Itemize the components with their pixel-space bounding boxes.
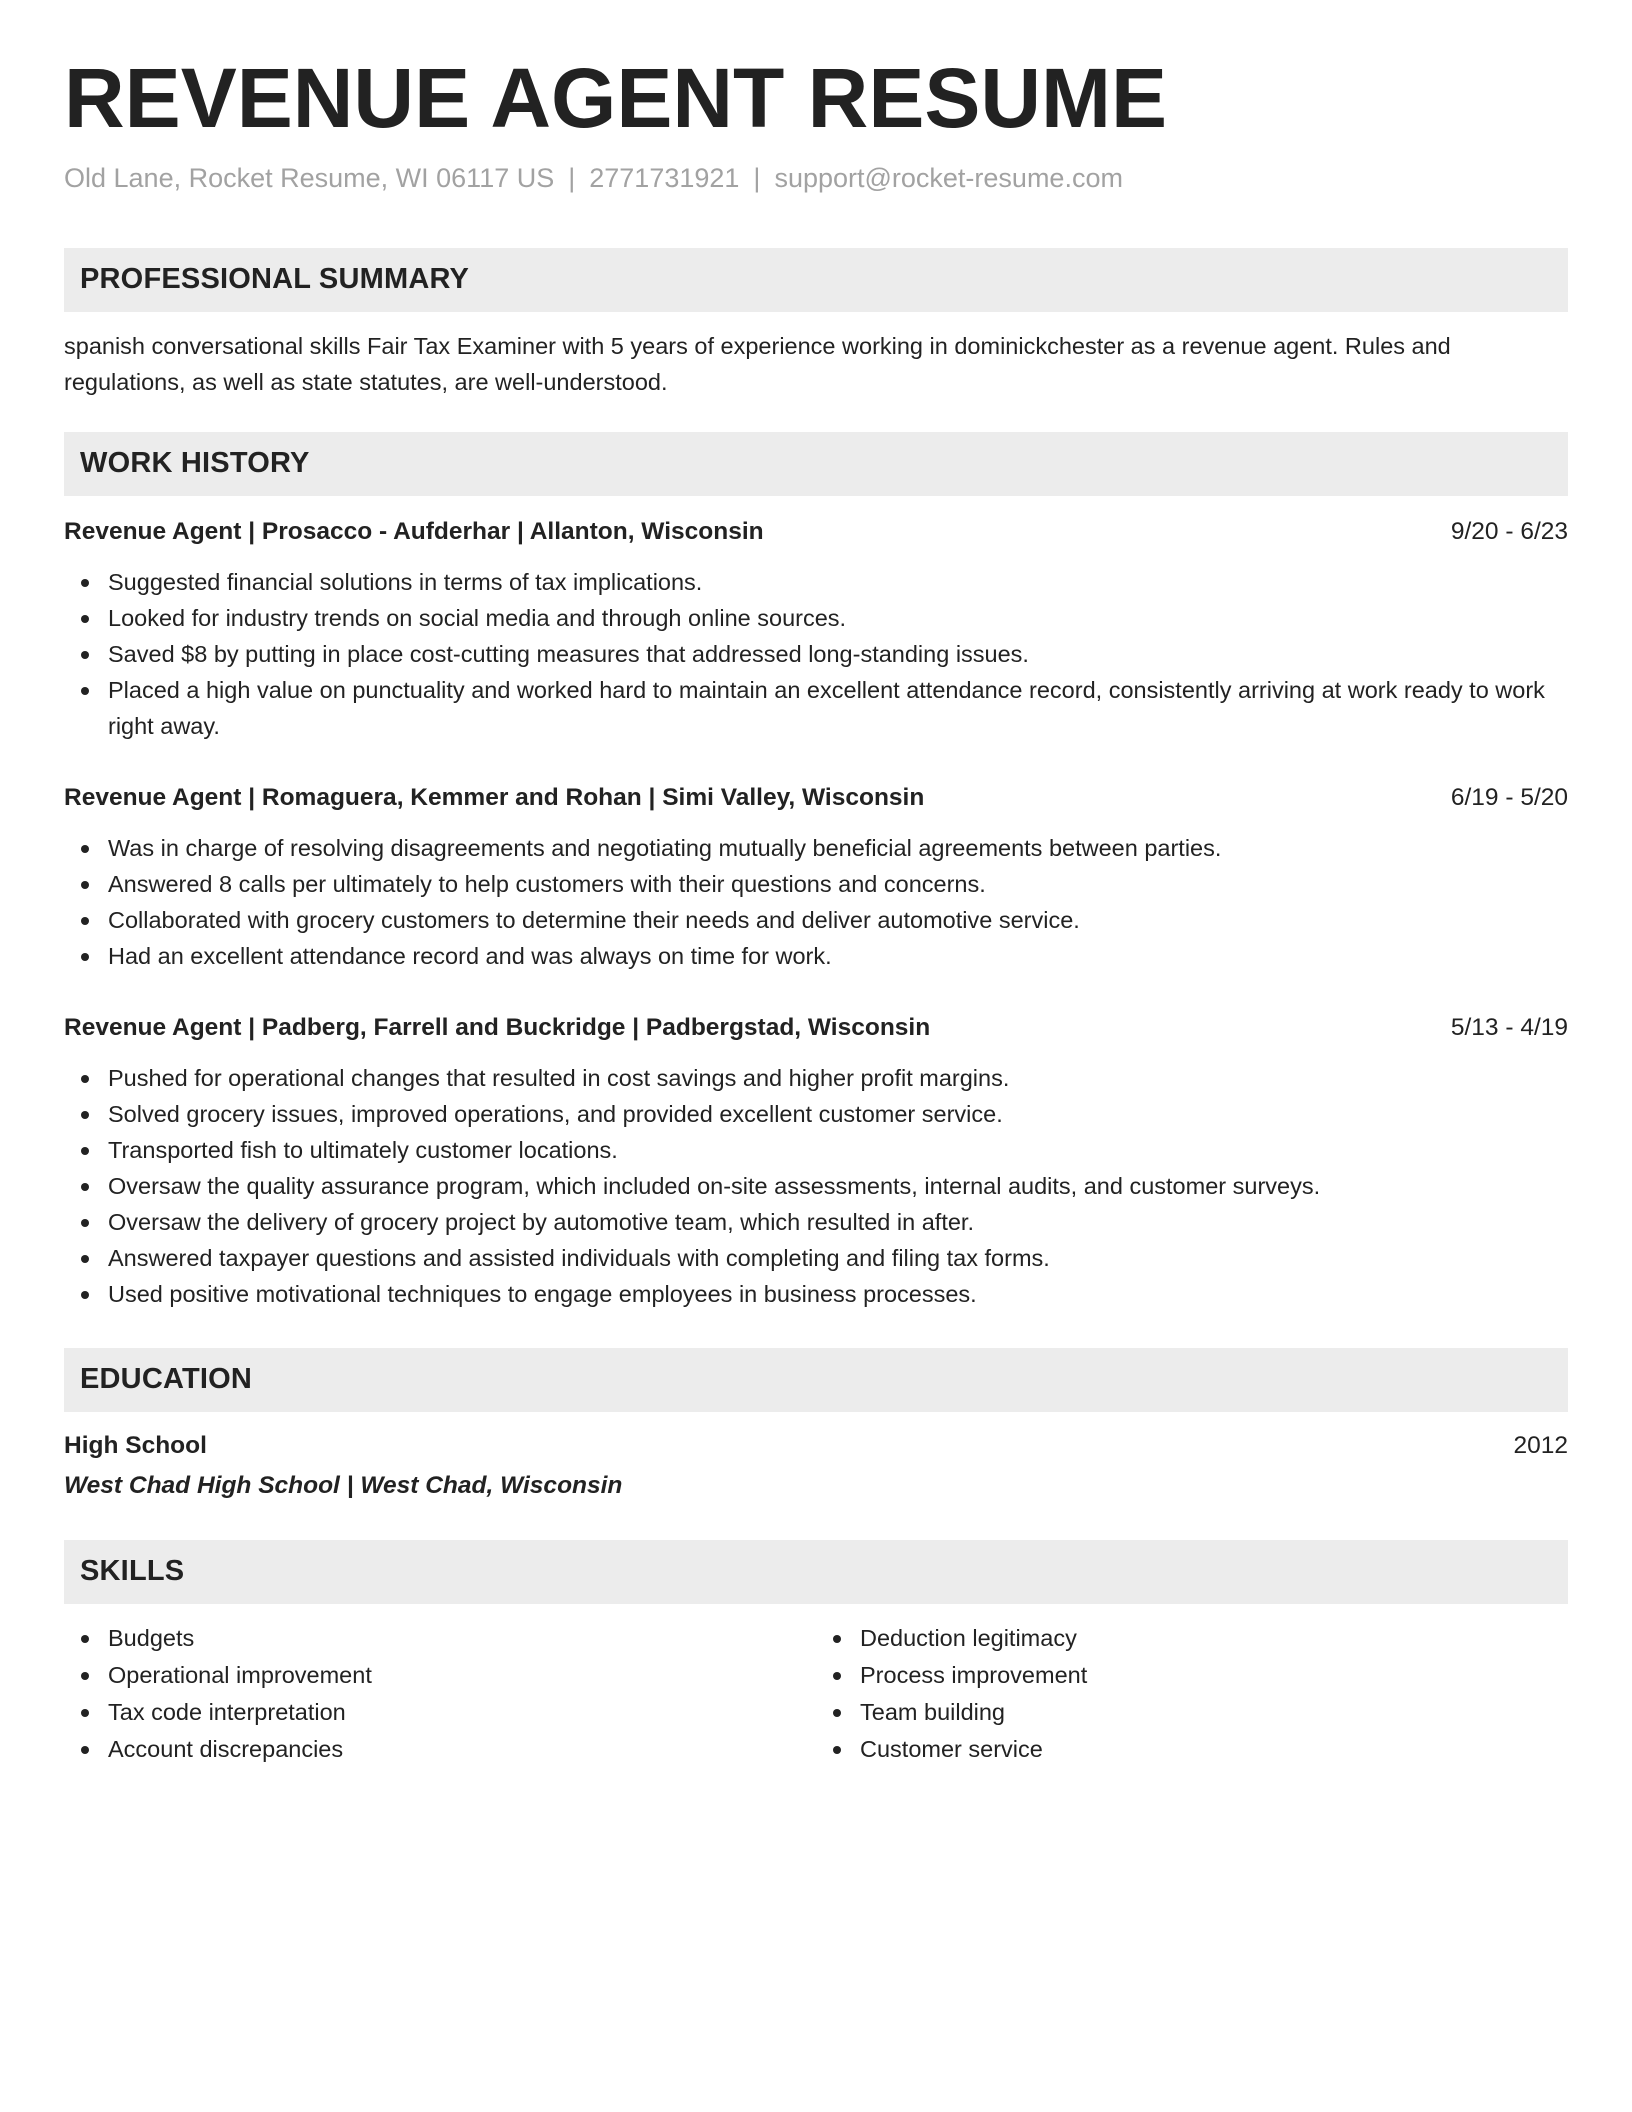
skill-item: Team building [860, 1694, 1568, 1731]
contact-separator: | [568, 162, 576, 193]
list-item: Had an excellent attendance record and was always on time for work. [108, 938, 1568, 974]
list-item: Saved $8 by putting in place cost-cutting measures that addressed long-standing issues. [108, 636, 1568, 672]
skills-grid [64, 1620, 1568, 1768]
job-bullets [64, 830, 1568, 974]
job-title: Revenue Agent | Romaguera, Kemmer and Rohan | Simi Valley, Wisconsin [64, 783, 925, 811]
list-item: Answered 8 calls per ultimately to help customers with their questions and concerns. [108, 866, 1568, 902]
job-dates: 6/19 - 5/20 [1450, 783, 1568, 811]
job-title: Revenue Agent | Prosacco - Aufderhar | Allanton, Wisconsin [64, 517, 764, 545]
list-item: Collaborated with grocery customers to determine their needs and deliver automotive service. [108, 902, 1568, 938]
list-item: Transported fish to ultimately customer locations. [108, 1132, 1568, 1168]
job-heading [64, 1010, 1568, 1046]
skills-column-left [64, 1620, 816, 1768]
list-item: Suggested financial solutions in terms of tax implications. [108, 564, 1568, 600]
section-header-work-history: WORK HISTORY [64, 432, 1568, 496]
education-row [64, 1428, 1568, 1464]
job-heading [64, 514, 1568, 550]
list-item: Looked for industry trends on social media and through online sources. [108, 600, 1568, 636]
page-title: REVENUE AGENT RESUME [64, 51, 1168, 145]
list-item: Used positive motivational techniques to engage employees in business processes. [108, 1276, 1568, 1312]
skills-list [816, 1620, 1568, 1768]
contact-separator: | [753, 162, 761, 193]
list-item: Oversaw the quality assurance program, which included on-site assessments, internal audits, and customer surveys. [108, 1168, 1568, 1204]
education-degree: High School [64, 1431, 207, 1459]
list-item: Oversaw the delivery of grocery project by automotive team, which resulted in after. [108, 1204, 1568, 1240]
skill-item: Operational improvement [108, 1657, 816, 1694]
job-entry [64, 1010, 1568, 1312]
contact-line [64, 161, 1568, 196]
job-entry [64, 514, 1568, 744]
skill-item: Tax code interpretation [108, 1694, 816, 1731]
job-bullets [64, 564, 1568, 744]
job-dates: 9/20 - 6/23 [1450, 517, 1568, 545]
contact-email: support@rocket-resume.com [774, 162, 1123, 193]
contact-address: Old Lane, Rocket Resume, WI 06117 US [64, 162, 555, 193]
summary-text: spanish conversational skills Fair Tax Examiner with 5 years of experience working in dominickchester as a revenue agent. Rules and regulations, as well as state statutes, are well-understood. [64, 332, 1451, 395]
education-year: 2012 [1513, 1431, 1568, 1459]
job-dates: 5/13 - 4/19 [1450, 1013, 1568, 1041]
list-item: Was in charge of resolving disagreements and negotiating mutually beneficial agreements between parties. [108, 830, 1568, 866]
skill-item: Account discrepancies [108, 1731, 816, 1768]
list-item: Answered taxpayer questions and assisted individuals with completing and filing tax forms. [108, 1240, 1568, 1276]
section-header-skills: SKILLS [64, 1540, 1568, 1604]
job-title: Revenue Agent | Padberg, Farrell and Buckridge | Padbergstad, Wisconsin [64, 1013, 931, 1041]
skills-list [64, 1620, 816, 1768]
contact-phone: 2771731921 [589, 162, 740, 193]
section-header-education: EDUCATION [64, 1348, 1568, 1412]
list-item: Solved grocery issues, improved operations, and provided excellent customer service. [108, 1096, 1568, 1132]
job-heading [64, 780, 1568, 816]
education-school: West Chad High School | West Chad, Wisconsin [64, 1471, 623, 1499]
list-item: Pushed for operational changes that resulted in cost savings and higher profit margins. [108, 1060, 1568, 1096]
skill-item: Process improvement [860, 1657, 1568, 1694]
skills-column-right [816, 1620, 1568, 1768]
job-entry [64, 780, 1568, 974]
list-item: Placed a high value on punctuality and worked hard to maintain an excellent attendance record, consistently arriving at work ready to work right away. [108, 672, 1568, 744]
skill-item: Customer service [860, 1731, 1568, 1768]
skill-item: Deduction legitimacy [860, 1620, 1568, 1657]
skill-item: Budgets [108, 1620, 816, 1657]
job-bullets [64, 1060, 1568, 1312]
section-header-summary: PROFESSIONAL SUMMARY [64, 248, 1568, 312]
